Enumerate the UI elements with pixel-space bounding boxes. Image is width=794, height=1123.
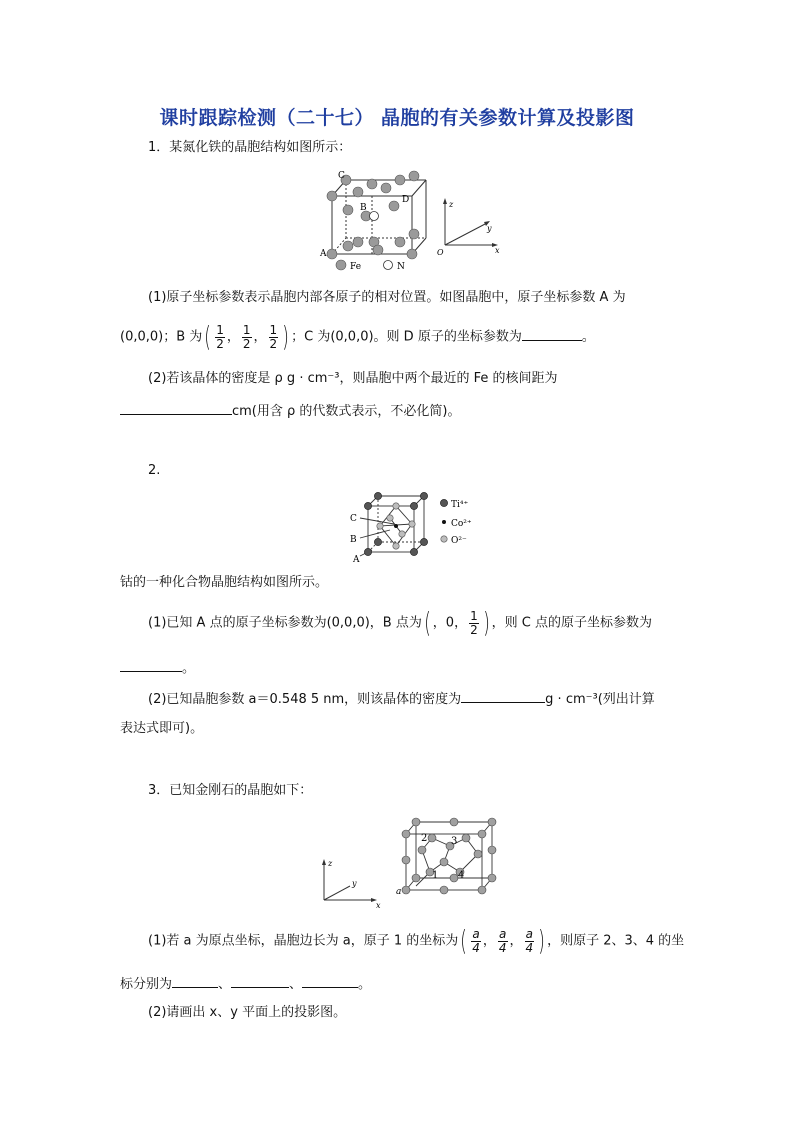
q3-stem: 3．已知金刚石的晶胞如下： <box>148 783 313 798</box>
q1-axis-z: z <box>449 200 454 209</box>
q2-label-b: B <box>350 535 357 545</box>
q1-legend <box>332 256 422 276</box>
q3-axis-z: z <box>328 859 333 868</box>
q3-part2: (2)请画出 x、y 平面上的投影图。 <box>148 1005 347 1020</box>
q1-axis-y: y <box>487 224 492 233</box>
fraction: $\frac{a}{4}$ <box>472 926 480 955</box>
q3-atom-2: 2 <box>421 833 428 844</box>
q2-legend-co: Co²⁺ <box>451 519 472 529</box>
fe-atom-icon <box>336 260 346 270</box>
fraction: $\frac{1}{2}$ <box>216 322 224 351</box>
q1-part1-line1: (1)原子坐标参数表示晶胞内部各原子的相对位置。如图晶胞中，原子坐标参数 A 为 <box>148 290 626 305</box>
q1-label-b: B <box>360 203 367 213</box>
q1-axis-o: O <box>437 248 444 257</box>
q2-crystal-figure <box>350 490 430 566</box>
q3-diamond-figure <box>392 816 504 898</box>
q2-label-a: A <box>353 555 360 565</box>
q1-label-a: A <box>320 249 327 259</box>
q2-number: 2. <box>148 463 161 478</box>
q2-part1-line1: (1)已知 A 点的原子坐标参数为(0,0,0)，B 点为( ，0， $\frac{1}{2}$ ) ，则 C 点的原子坐标参数为 <box>148 606 652 639</box>
q2-stem: 钴的一种化合物晶胞结构如图所示。 <box>120 575 329 590</box>
answer-blank[interactable] <box>522 326 582 341</box>
q1-legend-n: N <box>397 262 405 272</box>
ti-ion-icon <box>440 499 447 506</box>
q2-part2-line2: 表达式即可)。 <box>120 721 204 736</box>
co-ion-icon <box>442 520 446 524</box>
q3-part1-line1: (1)若 a 为原点坐标，晶胞边长为 a，原子 1 的坐标为( $\frac{a}{4}$ ， $\frac{a}{4}$ ， $\frac{a}{4}$ ) ，则原子 2、3、4 的坐 <box>148 924 685 957</box>
q1-label-d: D <box>402 195 410 205</box>
q3-atom-3: 3 <box>451 836 458 847</box>
page-title: 课时跟踪检测（二十七） 晶胞的有关参数计算及投影图 <box>159 107 635 129</box>
q3-axis-y: y <box>352 879 357 888</box>
answer-blank[interactable] <box>461 688 545 703</box>
q3-label-a: a <box>396 887 402 897</box>
q1-label-c: C <box>338 171 345 181</box>
q1-b-prefix: (0,0,0)；B 为 <box>120 329 203 345</box>
q3-atom-1: 1 <box>432 870 439 881</box>
q1-legend-fe: Fe <box>350 262 362 272</box>
q1-axes-figure <box>437 195 503 257</box>
q1-part2-line1: (2)若该晶体的密度是 ρ g · cm⁻³，则晶胞中两个最近的 Fe 的核间距为 <box>148 371 558 386</box>
q3-axes-figure <box>316 856 386 910</box>
answer-blank[interactable] <box>231 973 289 988</box>
answer-blank[interactable] <box>172 973 218 988</box>
fraction: $\frac{a}{4}$ <box>525 926 534 955</box>
q3-atom-4: 4 <box>458 870 465 881</box>
q1-axis-x: x <box>495 246 500 255</box>
q3-part1-line2: 标分别为 、 、 。 <box>120 973 371 995</box>
q3-axis-x: x <box>376 901 381 910</box>
q2-legend-o: O²⁻ <box>451 536 467 546</box>
o-ion-icon <box>441 536 447 542</box>
answer-blank[interactable] <box>120 400 232 415</box>
fraction: $\frac{1}{2}$ <box>242 322 251 351</box>
q1-part2-line2: cm(用含 ρ 的代数式表示，不必化简)。 <box>120 400 460 422</box>
q1-part1-line2: (0,0,0)；B 为( $\frac{1}{2}$ ， $\frac{1}{2}$ ， $\frac{1}{2}$ ) ；C 为(0,0,0)。则 D 原子的坐标参数为 。 <box>120 320 595 353</box>
q2-legend-ti: Ti⁴⁺ <box>451 500 469 510</box>
q2-label-c: C <box>350 514 357 524</box>
q1-b-suffix: ；C 为(0,0,0)。则 D 原子的坐标参数为 <box>291 329 522 345</box>
answer-blank[interactable] <box>302 973 358 988</box>
q2-legend <box>438 496 484 546</box>
n-atom-icon <box>384 261 393 270</box>
q1-stem: 1．某氮化铁的晶胞结构如图所示： <box>148 140 352 155</box>
answer-blank[interactable] <box>120 657 182 672</box>
fraction: $\frac{1}{2}$ <box>269 322 278 351</box>
q2-part1-line2: 。 <box>120 657 195 679</box>
fraction: $\frac{a}{4}$ <box>498 926 507 955</box>
fraction: $\frac{1}{2}$ <box>470 608 478 637</box>
q2-part2-line1: (2)已知晶胞参数 a＝0.548 5 nm，则该晶体的密度为 g · cm⁻³(列出计算 <box>148 688 655 710</box>
